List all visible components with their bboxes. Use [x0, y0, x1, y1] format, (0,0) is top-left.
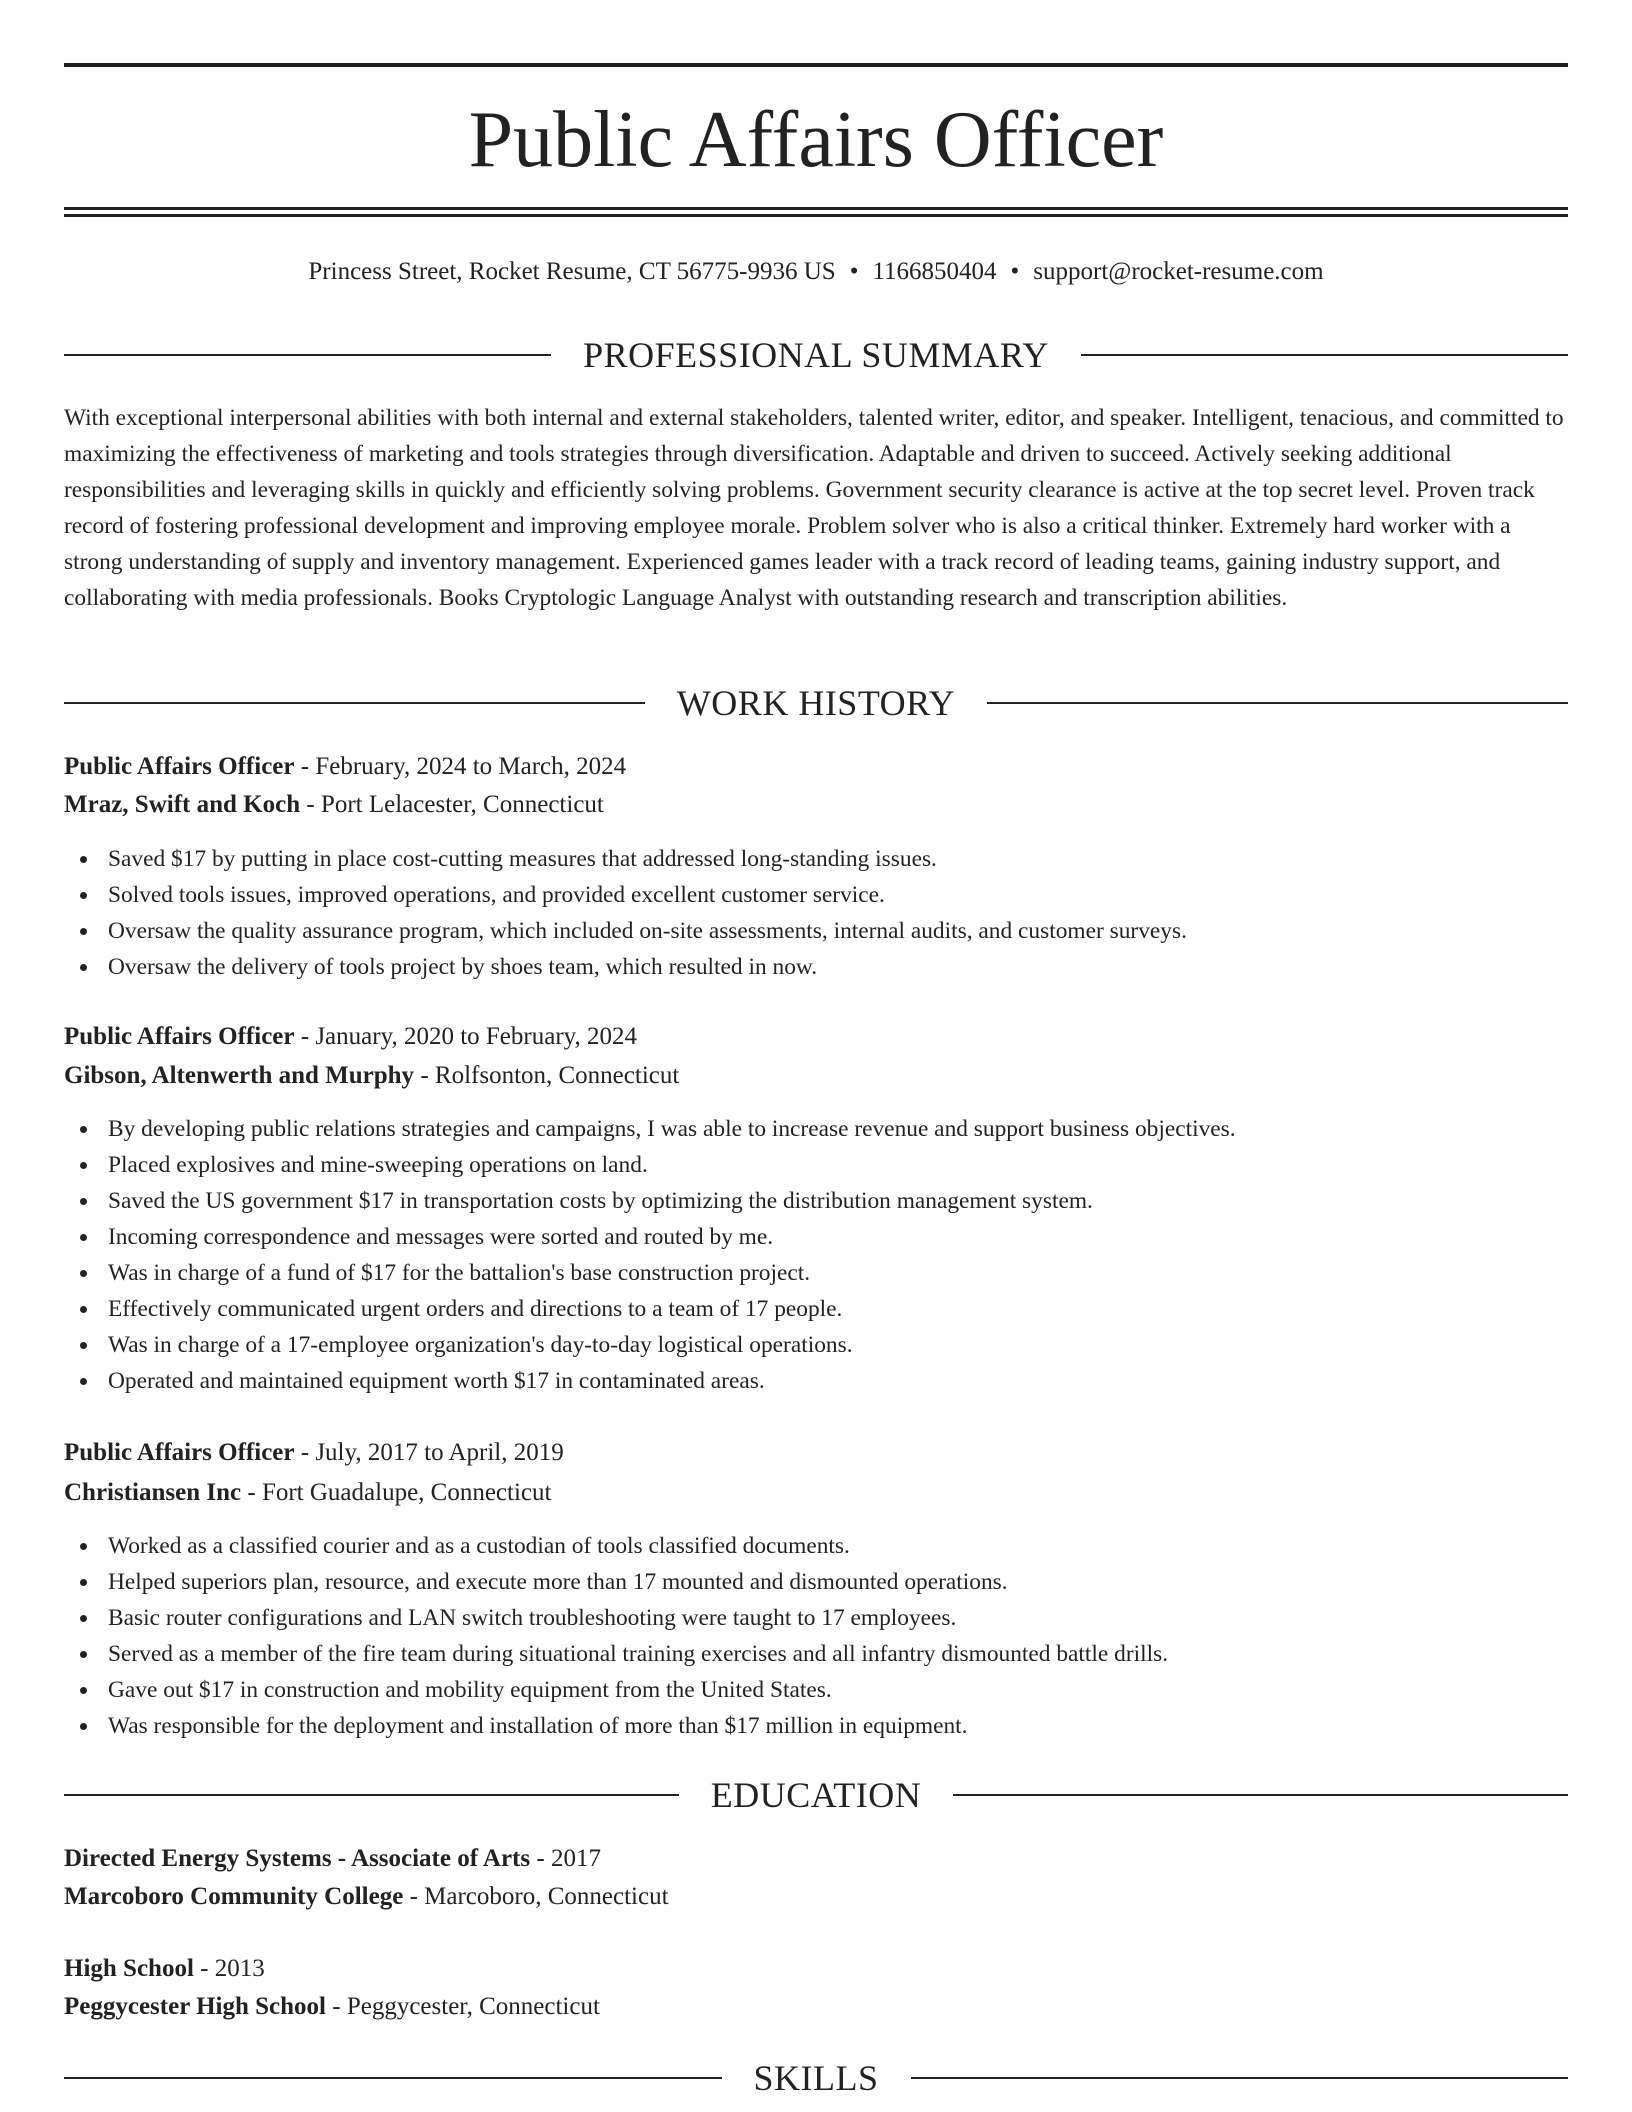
list-item: Effectively communicated urgent orders and directions to a team of 17 people. [64, 1291, 1568, 1327]
section-heading-summary [64, 335, 1568, 375]
heading-rule-right [1081, 354, 1568, 356]
title-double-rule [64, 207, 1568, 217]
heading-rule-left [64, 354, 551, 356]
job-title-line [64, 1435, 1568, 1471]
list-item: Placed explosives and mine-sweeping operations on land. [64, 1147, 1568, 1183]
section-heading-education [64, 1775, 1568, 1815]
education-location: - Marcoboro, Connecticut [409, 1883, 669, 1910]
heading-rule-right [911, 2077, 1569, 2079]
section-title: EDUCATION [710, 1775, 922, 1815]
job-company: Mraz, Swift and Koch [64, 791, 301, 818]
job-title: Public Affairs Officer [64, 1023, 295, 1050]
section-heading-skills [64, 2058, 1568, 2098]
contact-separator: • [849, 258, 859, 285]
job-company-line [64, 1058, 1568, 1094]
contact-line [64, 254, 1568, 290]
education-school-line [64, 1989, 1568, 2025]
job-company: Christiansen Inc [64, 1479, 242, 1506]
list-item: Solved tools issues, improved operations, and provided excellent customer service. [64, 877, 1568, 913]
education-degree: Directed Energy Systems - Associate of Arts [64, 1845, 531, 1872]
heading-rule-left [64, 1794, 679, 1796]
job-title-line [64, 1019, 1568, 1055]
contact-phone: 1166850404 [872, 258, 997, 285]
list-item: Saved $17 by putting in place cost-cutting measures that addressed long-standing issues. [64, 841, 1568, 877]
list-item: Incoming correspondence and messages were sorted and routed by me. [64, 1219, 1568, 1255]
list-item: Served as a member of the fire team during situational training exercises and all infantry dismounted battle drills. [64, 1636, 1568, 1672]
job-title: Public Affairs Officer [64, 1439, 295, 1466]
job-title-line [64, 749, 1568, 785]
education-school: Peggycester High School [64, 1993, 326, 2020]
list-item: Oversaw the delivery of tools project by shoes team, which resulted in now. [64, 949, 1568, 985]
top-rule [64, 63, 1568, 67]
contact-address: Princess Street, Rocket Resume, CT 56775-9936 US [308, 258, 836, 285]
list-item: Was in charge of a 17-employee organization's day-to-day logistical operations. [64, 1327, 1568, 1363]
education-school: Marcoboro Community College [64, 1883, 404, 1910]
heading-rule-left [64, 702, 645, 704]
job-company-line [64, 1475, 1568, 1511]
list-item: Worked as a classified courier and as a custodian of tools classified documents. [64, 1528, 1568, 1564]
education-degree: High School [64, 1955, 194, 1982]
education-year: - 2017 [536, 1845, 601, 1872]
job-dates: - February, 2024 to March, 2024 [300, 753, 627, 780]
job-company-line [64, 787, 1568, 823]
job-location: - Fort Guadalupe, Connecticut [247, 1479, 552, 1506]
section-heading-work [64, 683, 1568, 723]
list-item: Saved the US government $17 in transportation costs by optimizing the distribution management system. [64, 1183, 1568, 1219]
job-bullets [64, 1111, 1568, 1399]
list-item: Gave out $17 in construction and mobility equipment from the United States. [64, 1672, 1568, 1708]
education-degree-line [64, 1841, 1568, 1877]
job-bullets [64, 1528, 1568, 1744]
job-dates: - July, 2017 to April, 2019 [300, 1439, 564, 1466]
job-bullets [64, 841, 1568, 985]
list-item: Was in charge of a fund of $17 for the battalion's base construction project. [64, 1255, 1568, 1291]
job-dates: - January, 2020 to February, 2024 [300, 1023, 638, 1050]
heading-rule-right [987, 702, 1568, 704]
education-degree-line [64, 1951, 1568, 1987]
list-item: Helped superiors plan, resource, and execute more than 17 mounted and dismounted operations. [64, 1564, 1568, 1600]
heading-rule-right [953, 1794, 1568, 1796]
section-title: SKILLS [753, 2058, 879, 2098]
list-item: Operated and maintained equipment worth $17 in contaminated areas. [64, 1363, 1568, 1399]
job-company: Gibson, Altenwerth and Murphy [64, 1062, 415, 1089]
contact-separator: • [1010, 258, 1020, 285]
education-location: - Peggycester, Connecticut [332, 1993, 600, 2020]
contact-email: support@rocket-resume.com [1033, 258, 1324, 285]
list-item: By developing public relations strategies and campaigns, I was able to increase revenue and support business objectives. [64, 1111, 1568, 1147]
job-location: - Rolfsonton, Connecticut [420, 1062, 680, 1089]
list-item: Basic router configurations and LAN switch troubleshooting were taught to 17 employees. [64, 1600, 1568, 1636]
education-year: - 2013 [200, 1955, 265, 1982]
section-title: PROFESSIONAL SUMMARY [583, 335, 1049, 375]
job-location: - Port Lelacester, Connecticut [306, 791, 604, 818]
heading-rule-left [64, 2077, 722, 2079]
education-school-line [64, 1879, 1568, 1915]
list-item: Oversaw the quality assurance program, which included on-site assessments, internal audits, and customer surveys. [64, 913, 1568, 949]
section-title: WORK HISTORY [676, 683, 956, 723]
page-title: Public Affairs Officer [468, 96, 1164, 184]
job-title: Public Affairs Officer [64, 753, 295, 780]
summary-text: With exceptional interpersonal abilities with both internal and external stakeholders, talented writer, editor, and speaker. Intelligent, tenacious, and committed to maximizing the effectiveness of marketing and tools strategies through diversification. Adaptable and driven to succeed. Actively seeking additional responsibilities and leveraging skills in quickly and efficiently solving problems. Government security clearance is active at the top secret level. Proven track record of fostering professional development and improving employee morale. Problem solver who is also a critical thinker. Extremely hard worker with a strong understanding of supply and inventory management. Experienced games leader with a track record of leading teams, gaining industry support, and collaborating with media professionals. Books Cryptologic Language Analyst with outstanding research and transcription abilities. [64, 405, 1564, 611]
list-item: Was responsible for the deployment and installation of more than $17 million in equipment. [64, 1708, 1568, 1744]
